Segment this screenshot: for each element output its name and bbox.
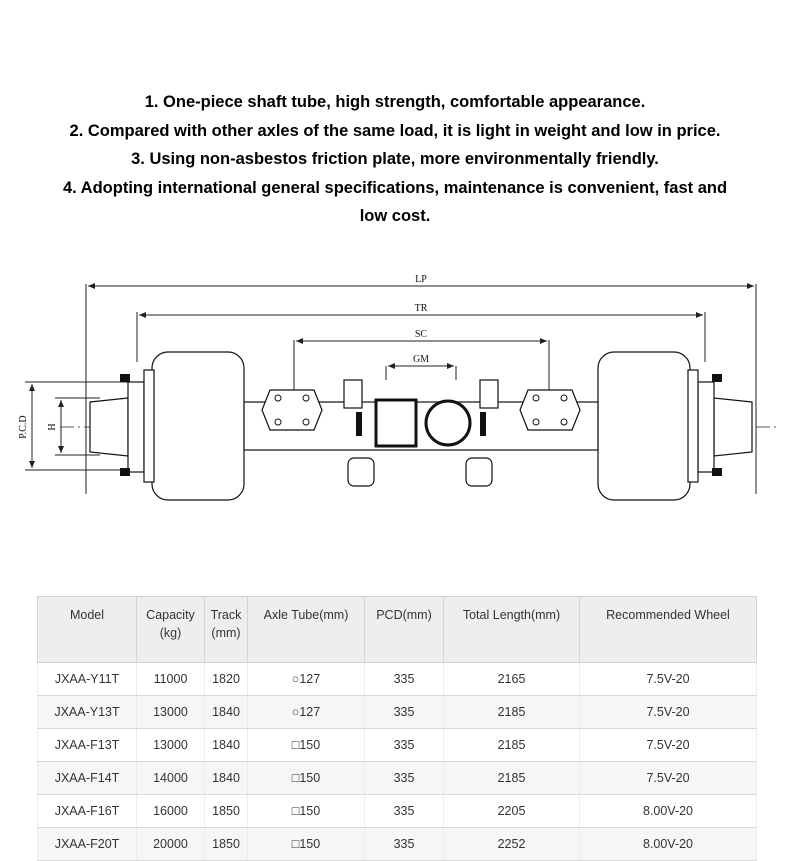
- cell-capacity: 14000: [137, 762, 205, 795]
- dim-label-h: H: [47, 423, 58, 431]
- cell-capacity: 16000: [137, 795, 205, 828]
- cell-capacity: 11000: [137, 663, 205, 696]
- cell-pcd: 335: [365, 795, 444, 828]
- cell-total-length: 2205: [444, 795, 580, 828]
- table-row: [38, 696, 757, 729]
- header-pcd: PCD(mm): [365, 597, 444, 663]
- cell-axle-tube: □150: [248, 762, 365, 795]
- cell-capacity: 20000: [137, 828, 205, 861]
- dim-label-lp: LP: [415, 274, 427, 285]
- feature-line: 1. One-piece shaft tube, high strength, comfortable appearance.: [144, 93, 646, 111]
- cell-pcd: 335: [365, 729, 444, 762]
- spec-header-row: [38, 597, 757, 663]
- cell-total-length: 2185: [444, 696, 580, 729]
- cell-model: JXAA-F16T: [38, 795, 137, 828]
- axle-drawing-svg: [0, 262, 790, 512]
- cell-total-length: 2165: [444, 663, 580, 696]
- dim-label-tr: TR: [414, 303, 428, 314]
- cell-model: JXAA-F20T: [38, 828, 137, 861]
- table-row: [38, 729, 757, 762]
- cell-axle-tube: ○127: [248, 696, 365, 729]
- cell-axle-tube: □150: [248, 828, 365, 861]
- header-capacity: Capacity (kg): [137, 597, 205, 663]
- table-row: [38, 795, 757, 828]
- header-track: Track (mm): [205, 597, 248, 663]
- cell-track: 1840: [205, 762, 248, 795]
- cell-track: 1840: [205, 729, 248, 762]
- cell-track: 1820: [205, 663, 248, 696]
- cell-model: JXAA-F13T: [38, 729, 137, 762]
- dim-label-pcd: P.C.D: [18, 415, 29, 439]
- spec-table: [37, 596, 757, 861]
- dim-label-gm: GM: [412, 354, 430, 365]
- feature-line: 3. Using non-asbestos friction plate, more environmentally friendly.: [131, 150, 659, 169]
- cell-axle-tube: □150: [248, 729, 365, 762]
- feature-line: low cost.: [359, 207, 431, 226]
- cell-pcd: 335: [365, 696, 444, 729]
- cell-pcd: 335: [365, 663, 444, 696]
- cell-track: 1850: [205, 828, 248, 861]
- axle-technical-drawing: [0, 262, 790, 512]
- header-total-length: Total Length(mm): [444, 597, 580, 663]
- cell-recommended-wheel: 7.5V-20: [580, 762, 757, 795]
- cell-model: JXAA-Y13T: [38, 696, 137, 729]
- cell-recommended-wheel: 7.5V-20: [580, 729, 757, 762]
- cell-total-length: 2185: [444, 762, 580, 795]
- cell-track: 1850: [205, 795, 248, 828]
- dim-label-sc: SC: [414, 329, 428, 340]
- header-recommended-wheel: Recommended Wheel: [580, 597, 757, 663]
- cell-recommended-wheel: 7.5V-20: [580, 696, 757, 729]
- cell-model: JXAA-F14T: [38, 762, 137, 795]
- cell-pcd: 335: [365, 762, 444, 795]
- cell-axle-tube: ○127: [248, 663, 365, 696]
- feature-list: [0, 88, 790, 231]
- cell-recommended-wheel: 8.00V-20: [580, 828, 757, 861]
- cell-model: JXAA-Y11T: [38, 663, 137, 696]
- feature-line: 4. Adopting international general specifications, maintenance is convenient, fast and: [62, 178, 728, 197]
- header-axle-tube: Axle Tube(mm): [248, 597, 365, 663]
- spec-table-wrapper: [37, 596, 756, 861]
- cell-capacity: 13000: [137, 696, 205, 729]
- cell-recommended-wheel: 8.00V-20: [580, 795, 757, 828]
- cell-total-length: 2252: [444, 828, 580, 861]
- cell-pcd: 335: [365, 828, 444, 861]
- table-row: [38, 762, 757, 795]
- table-row: [38, 828, 757, 861]
- header-model: Model: [38, 597, 137, 663]
- cell-total-length: 2185: [444, 729, 580, 762]
- cell-axle-tube: □150: [248, 795, 365, 828]
- cell-track: 1840: [205, 696, 248, 729]
- cell-capacity: 13000: [137, 729, 205, 762]
- cell-recommended-wheel: 7.5V-20: [580, 663, 757, 696]
- feature-line: 2. Compared with other axles of the same load, it is light in weight and low in price.: [69, 121, 721, 140]
- table-row: [38, 663, 757, 696]
